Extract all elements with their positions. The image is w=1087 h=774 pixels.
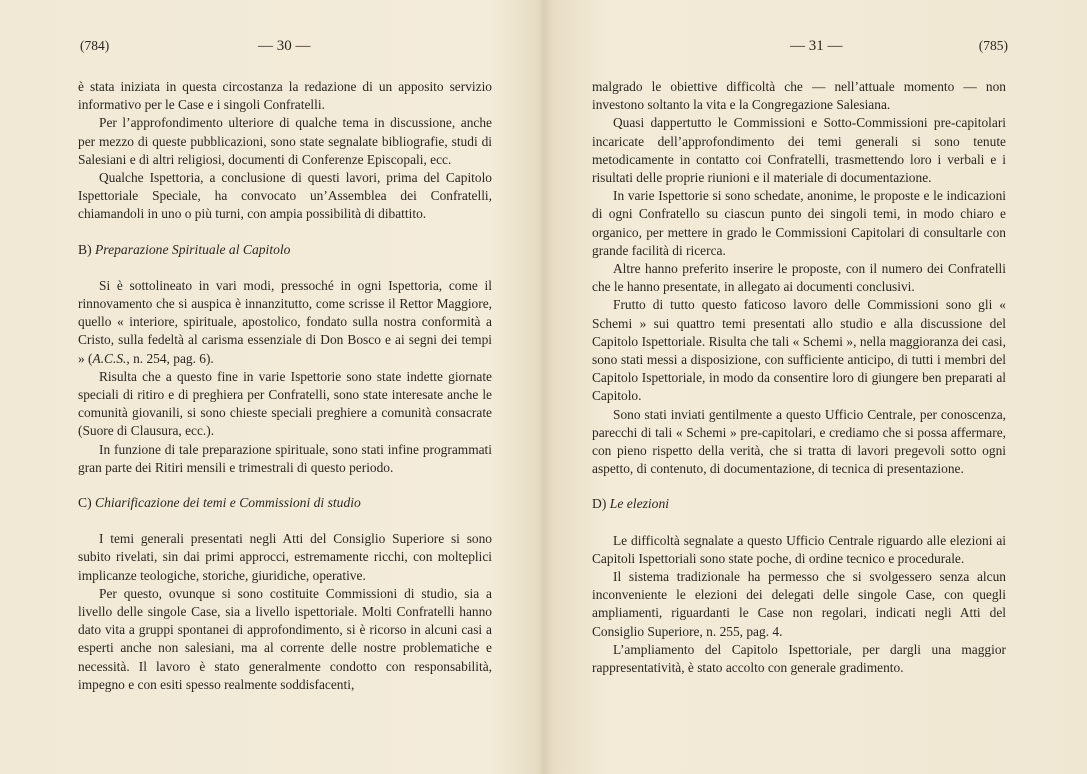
section-letter: C) <box>78 495 92 511</box>
section-title: Le elezioni <box>609 496 670 512</box>
left-page <box>78 0 492 774</box>
paragraph: Per questo, ovunque si sono costituite Commissioni di studio, sia a livello delle singole Case, sia a livello ispettoriale. Molti Confratelli hanno dato vita a gruppi spontanei di approfondimento, si è ricorso in alcuni casi a esperti anche non salesiani, ma al corrente delle nostre problematiche e necessità. Il lavoro è stato generalmente condotto con responsabilità, impegno e con esiti spesso realmente soddisfacenti, <box>78 585 492 692</box>
right-page <box>592 0 1006 774</box>
page-number: — 30 — <box>258 38 311 54</box>
paragraph: malgrado le obiettive difficoltà che — nell’attuale momento — non investono soltanto la vita e la Congregazione Salesiana. <box>592 79 1006 113</box>
paragraph: Frutto di tutto questo faticoso lavoro delle Commissioni sono gli « Schemi » sui quattro temi presentati allo studio e alla discussione del Capitolo Ispettoriale. Risulta che tali « Schemi », nella maggioranza dei casi, sono stati messi a disposizione, con sufficiente anticipo, di tutti i membri del Capitolo Ispettoriale, in modo da consentire loro di giungere ben preparati al Capitolo. <box>592 297 1006 404</box>
left-page-header <box>78 38 492 64</box>
section-heading-c <box>78 494 492 512</box>
section-heading-d <box>592 495 1006 513</box>
section-letter: D) <box>592 496 607 512</box>
original-page-number: (785) <box>978 38 1008 53</box>
paragraph: In funzione di tale preparazione spirituale, sono stati infine programmati gran parte dei Ritiri mensili e trimestrali di questo periodo. <box>78 441 492 475</box>
paragraph: Risulta che a questo fine in varie Ispettorie sono state indette giornate speciali di ritiro e di preghiera per Confratelli, sono state interesate anche le comunità giovanili, si sono chieste speciali preghiere a comunità consacrate (Suore di Clausura, ecc.). <box>78 368 492 439</box>
original-page-number: (784) <box>80 38 110 53</box>
right-page-body <box>592 78 1006 677</box>
paragraph: L’ampliamento del Capitolo Ispettoriale, per dargli una maggior rappresentatività, è stato accolto con generale gradimento. <box>592 641 1006 676</box>
left-page-body <box>78 78 492 694</box>
citation-ref: A.C.S. <box>92 350 127 366</box>
paragraph: In varie Ispettorie si sono schedate, anonime, le proposte e le indicazioni di ogni Confratello su ciascun punto dei singoli temi, in modo chiaro e organico, per mettere in grado le Commissioni Capitolari di consultarle con grande facilità di ricerca. <box>592 188 1006 258</box>
paragraph: Altre hanno preferito inserire le proposte, con il numero dei Confratelli che le hanno presentate, in allegato ai documenti conclusivi. <box>592 261 1006 295</box>
paragraph: Per l’approfondimento ulteriore di qualche tema in discussione, anche per mezzo di queste pubblicazioni, sono state segnalate bibliografie, studi di Salesiani e di altri religiosi, documenti di Conferenze Episcopali, ecc. <box>78 115 492 167</box>
section-title: Chiarificazione dei temi e Commissioni di studio <box>95 495 361 511</box>
page-number: — 31 — <box>790 38 843 54</box>
paragraph: Le difficoltà segnalate a questo Ufficio Centrale riguardo alle elezioni ai Capitoli Ispettoriali sono state poche, di ordine tecnico e procedurale. <box>592 532 1006 566</box>
paragraph: è stata iniziata in questa circostanza la redazione di un apposito servizio informativo per le Case e i singoli Confratelli. <box>78 79 492 113</box>
paragraph: I temi generali presentati negli Atti del Consiglio Superiore si sono subito rivelati, sin dai primi approcci, estremamente ricchi, con molteplici implicanze teologiche, storiche, giuridiche, operative. <box>78 531 492 583</box>
section-heading-b <box>78 241 492 259</box>
paragraph: Qualche Ispettoria, a conclusione di questi lavori, prima del Capitolo Ispettoriale Speciale, ha convocato un’Assemblea dei Confratelli, chiamandoli in uno o più turni, con ampia possibilità di dibattito. <box>78 170 492 222</box>
section-title: Preparazione Spirituale al Capitolo <box>95 241 291 257</box>
paragraph-text: , n. 254, pag. 6). <box>126 350 214 366</box>
paragraph: Quasi dappertutto le Commissioni e Sotto-Commissioni pre-capitolari incaricate dell’approfondimento dei temi generali si sono tenute metodicamente in contatto coi Confratelli, trasmettendo loro i verbali e i risultati delle proprie riunioni e il materiale di documentazione. <box>592 115 1006 186</box>
paragraph-text: Si è sottolineato in vari modi, pressoché in ogni Ispettoria, come il rinnovamento che si auspica è innanzitutto, come scrisse il Rettor Maggiore, quello « interiore, spirituale, apostolico, fondato sulla nostra conformità a Cristo, sulla fedeltà al carisma essenziale di Don Bosco e ai segni dei tempi » ( <box>78 277 492 366</box>
section-letter: B) <box>78 241 92 257</box>
paragraph <box>78 277 492 368</box>
paragraph: Il sistema tradizionale ha permesso che si svolgessero senza alcun inconveniente le elezioni dei delegati delle singole Case, con quegli ampliamenti, riguardanti le Case non regolari, indicati negli Atti del Consiglio Superiore, n. 255, pag. 4. <box>592 569 1006 639</box>
right-page-header <box>592 38 1006 64</box>
paragraph: Sono stati inviati gentilmente a questo Ufficio Centrale, per conoscenza, parecchi di tali « Schemi » pre-capitolari, e crediamo che si possa affermare, con pieno rispetto della verità, che si tratta di lavori pregevoli sotto ogni aspetto, di contenuto, di documentazione, di tecnica di presentazione. <box>592 406 1006 477</box>
